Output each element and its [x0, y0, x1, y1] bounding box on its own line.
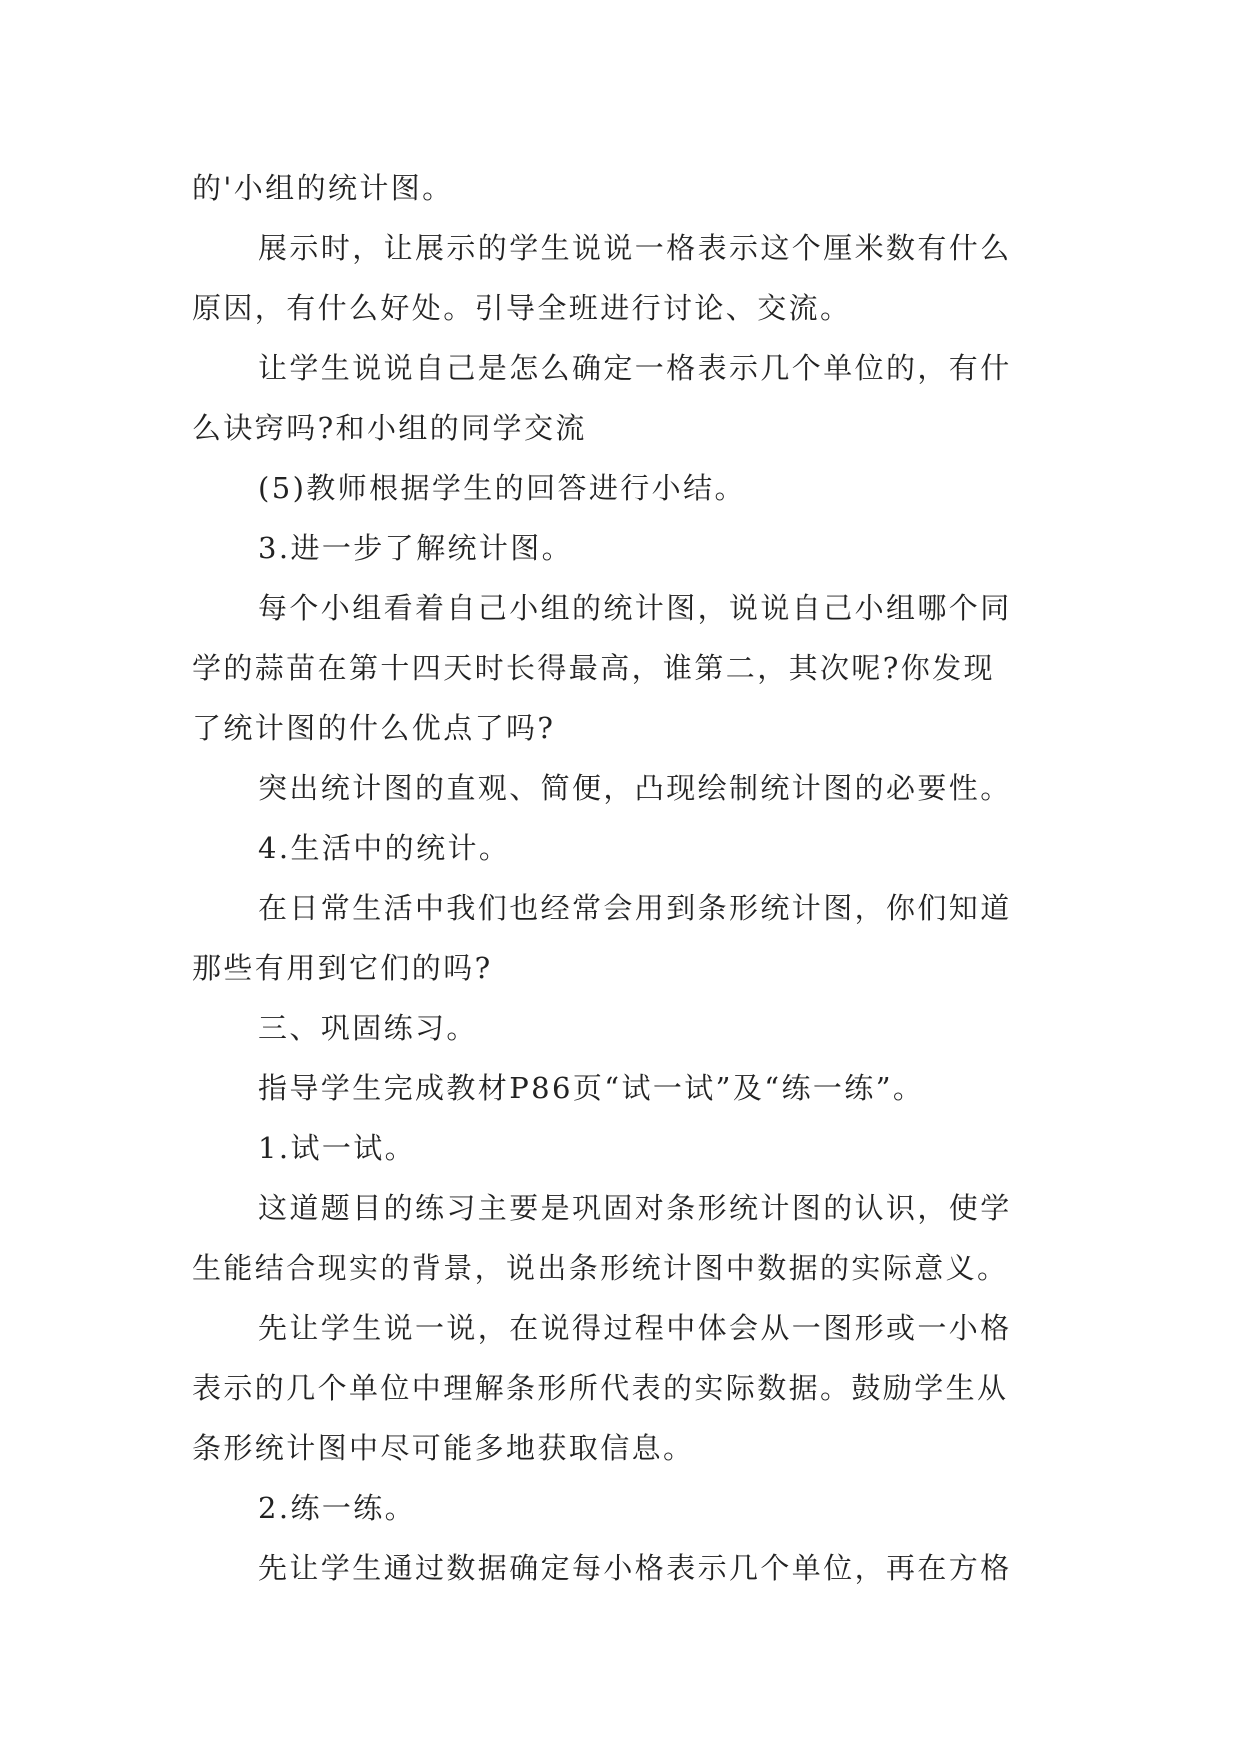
text-line: 那些有用到它们的吗? — [192, 951, 493, 985]
text-line: 突出统计图的直观、简便，凸现绘制统计图的必要性。 — [258, 771, 1012, 805]
text-line: 表示的几个单位中理解条形所代表的实际数据。鼓励学生从 — [192, 1371, 1009, 1405]
text-line: 条形统计图中尽可能多地获取信息。 — [192, 1431, 695, 1465]
text-line: 3.进一步了解统计图。 — [258, 531, 574, 565]
text-line: 这道题目的练习主要是巩固对条形统计图的认识，使学 — [258, 1191, 1012, 1225]
text-line: (5)教师根据学生的回答进行小结。 — [258, 471, 746, 505]
text-line: 1.试一试。 — [258, 1131, 417, 1165]
text-line: 展示时，让展示的学生说说一格表示这个厘米数有什么 — [258, 231, 1012, 265]
text-line: 每个小组看着自己小组的统计图，说说自己小组哪个同 — [258, 591, 1012, 625]
text-line: 生能结合现实的背景，说出条形统计图中数据的实际意义。 — [192, 1251, 1009, 1285]
text-line: 的'小组的统计图。 — [192, 171, 454, 205]
text-line: 原因，有什么好处。引导全班进行讨论、交流。 — [192, 291, 852, 325]
text-line: 2.练一练。 — [258, 1491, 417, 1525]
text-line: 先让学生说一说，在说得过程中体会从一图形或一小格 — [258, 1311, 1012, 1345]
text-line: 让学生说说自己是怎么确定一格表示几个单位的，有什 — [258, 351, 1012, 385]
text-line: 指导学生完成教材P86页“试一试”及“练一练”。 — [258, 1071, 925, 1105]
text-line: 先让学生通过数据确定每小格表示几个单位，再在方格 — [258, 1551, 1012, 1585]
text-line: 学的蒜苗在第十四天时长得最高，谁第二，其次呢?你发现 — [192, 651, 995, 685]
text-line: 4.生活中的统计。 — [258, 831, 511, 865]
text-line: 在日常生活中我们也经常会用到条形统计图，你们知道 — [258, 891, 1012, 925]
text-line: 了统计图的什么优点了吗? — [192, 711, 556, 745]
text-line: 么诀窍吗?和小组的同学交流 — [192, 411, 587, 445]
text-line: 三、巩固练习。 — [258, 1011, 478, 1045]
document-body — [192, 158, 1052, 1598]
